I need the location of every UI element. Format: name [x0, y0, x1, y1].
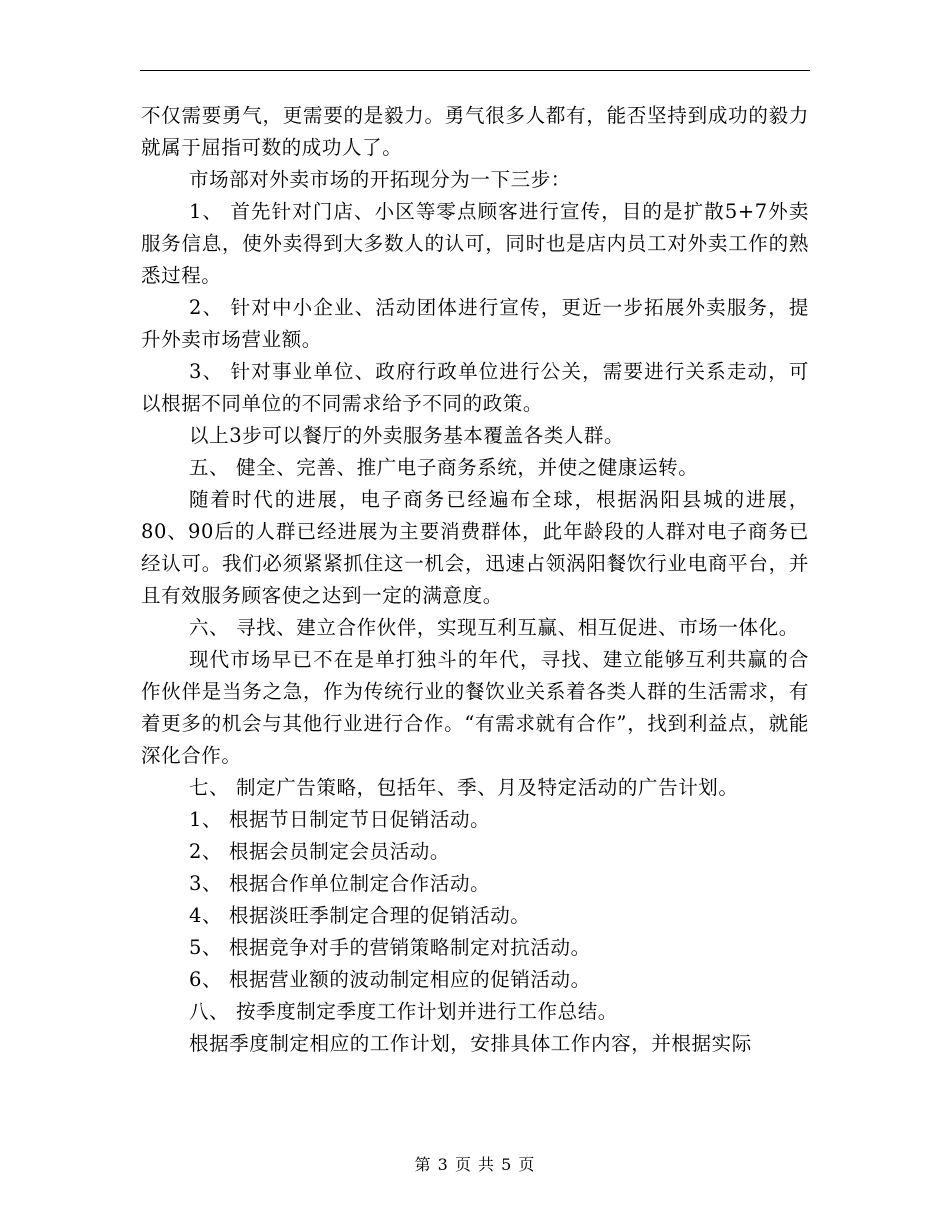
paragraph: 1、 首先针对门店、小区等零点顾客进行宣传，目的是扩散5+7外卖服务信息，使外卖得到大多数人的认可，同时也是店内员工对外卖工作的熟悉过程。	[141, 200, 809, 287]
section-heading: 八、 按季度制定季度工作计划并进行工作总结。	[189, 1000, 618, 1023]
header-rule	[140, 70, 810, 71]
paragraph: 3、 针对事业单位、政府行政单位进行公关，需要进行关系走动，可以根据不同单位的不同需求给予不同的政策。	[141, 360, 809, 415]
list-item: 1、 根据节日制定节日促销活动。	[189, 808, 491, 831]
paragraph: 根据季度制定相应的工作计划，安排具体工作内容，并根据实际	[189, 1032, 752, 1055]
list-item: 2、 根据会员制定会员活动。	[189, 840, 451, 863]
list-item: 3、 根据合作单位制定合作活动。	[189, 872, 491, 895]
section-heading: 六、 寻找、建立合作伙伴，实现互利互赢、相互促进、市场一体化。	[189, 616, 799, 639]
page-number-footer: 第 3 页 共 5 页	[414, 1155, 536, 1174]
paragraph: 随着时代的进展，电子商务已经遍布全球，根据涡阳县城的进展，80、90后的人群已经进展为主要消费群体，此年龄段的人群对电子商务已经认可。我们必须紧紧抓住这一机会，迅速占领涡阳餐饮行业电商平台，并且有效服务顾客使之达到一定的满意度。	[141, 488, 809, 607]
list-item: 5、 根据竞争对手的营销策略制定对抗活动。	[189, 936, 591, 959]
list-item: 4、 根据淡旺季制定合理的促销活动。	[189, 904, 531, 927]
paragraph: 2、 针对中小企业、活动团体进行宣传，更近一步拓展外卖服务，提升外卖市场营业额。	[141, 296, 809, 351]
paragraph: 不仅需要勇气，更需要的是毅力。勇气很多人都有，能否坚持到成功的毅力就属于屈指可数的成功人了。	[141, 104, 809, 159]
section-heading: 五、 健全、完善、推广电子商务系统，并使之健康运转。	[189, 456, 699, 479]
section-heading: 七、 制定广告策略，包括年、季、月及特定活动的广告计划。	[189, 776, 739, 799]
list-item: 6、 根据营业额的波动制定相应的促销活动。	[189, 968, 591, 991]
paragraph: 现代市场早已不在是单打独斗的年代，寻找、建立能够互利共赢的合作伙伴是当务之急，作为传统行业的餐饮业关系着各类人群的生活需求，有着更多的机会与其他行业进行合作。“有需求就有合作”，找到利益点，就能深化合作。	[141, 648, 809, 767]
paragraph: 以上3步可以餐厅的外卖服务基本覆盖各类人群。	[189, 424, 625, 447]
paragraph: 市场部对外卖市场的开拓现分为一下三步：	[189, 168, 571, 191]
document-body	[141, 100, 809, 1060]
